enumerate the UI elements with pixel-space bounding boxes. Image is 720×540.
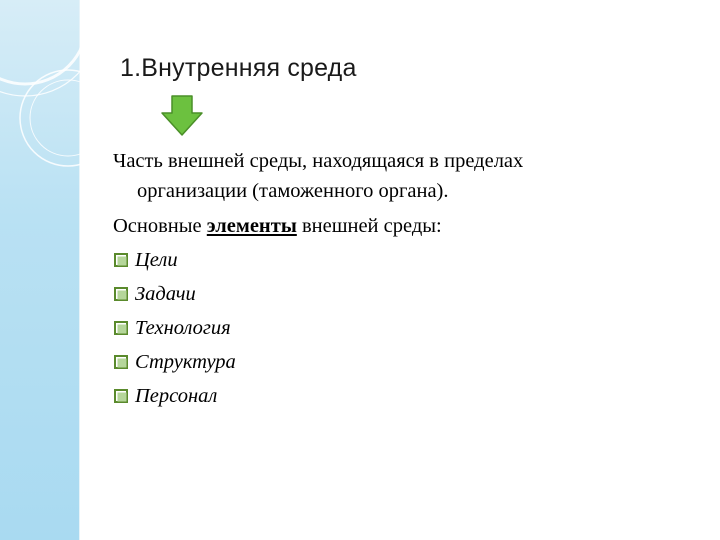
- definition-line-1: Часть внешней среды, находящаяся в пределах: [113, 150, 524, 172]
- elements-heading: [113, 211, 693, 241]
- down-arrow-icon: [160, 95, 204, 137]
- checkbox-square-icon: [114, 389, 129, 404]
- list-item: [113, 243, 693, 277]
- elements-prefix: Основные: [113, 215, 207, 237]
- list-item-label: Структура: [135, 350, 236, 373]
- list-item-label: Задачи: [135, 282, 196, 305]
- list-item: [113, 311, 693, 345]
- list-item-label: Цели: [135, 248, 178, 271]
- list-item: [113, 379, 693, 413]
- slide-content: [113, 146, 693, 413]
- list-item: [113, 345, 693, 379]
- definition-line-2: организации (таможенного органа).: [137, 180, 449, 202]
- checkbox-square-icon: [114, 321, 129, 336]
- elements-suffix: внешней среды:: [296, 215, 442, 237]
- list-item: [113, 277, 693, 311]
- checkbox-square-icon: [114, 253, 129, 268]
- list-item-label: Персонал: [135, 384, 218, 407]
- checkbox-square-icon: [114, 355, 129, 370]
- slide-title: 1.Внутренняя среда: [120, 54, 357, 82]
- checkbox-square-icon: [114, 287, 129, 302]
- list-item-label: Технология: [135, 316, 231, 339]
- elements-emphasis: элементы: [206, 215, 297, 237]
